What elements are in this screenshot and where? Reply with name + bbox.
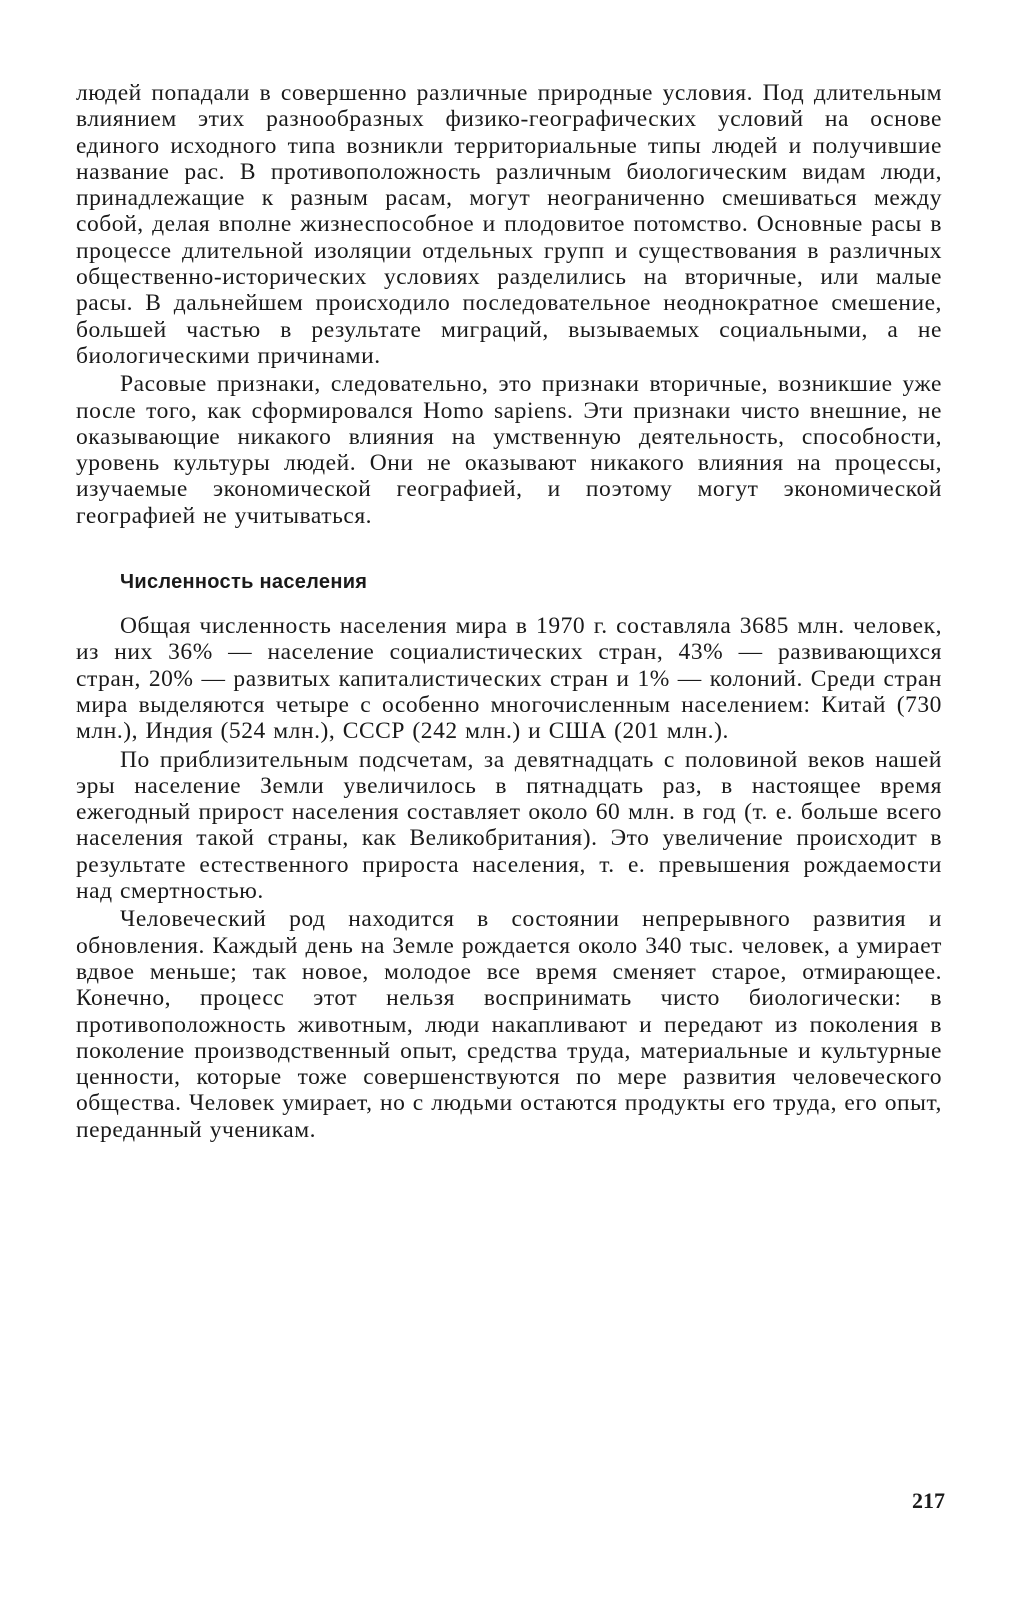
continued-paragraph: людей попадали в совершенно различные природные условия. Под длительным влиянием этих разнообразных физико-географических условий на основе единого исходного типа возникли территориальные типы людей и получившие название рас. В противоположность различным биологическим видам люди, принадлежащие к разным расам, могут неограниченно смешиваться между собой, делая вполне жизнеспособное и плодовитое потомство. Основные расы в процессе длительной изоляции отдельных групп и существования в различных общественно-исторических условиях разделились на вторичные, или малые расы. В дальнейшем происходило последовательное неоднократное смешение, большей частью в результате миграций, вызываемых социальными, а не биологическими причинами. xyxy=(76,80,942,369)
race-traits-paragraph: Расовые признаки, следовательно, это признаки вторичные, возникшие уже после того, как сформировался Homo sapiens. Эти признаки чисто внешние, не оказывающие никакого влияния на умственную деятельность, способности, уровень культуры людей. Они не оказывают никакого влияния на процессы, изучаемые экономической географией, и поэтому могут экономической географией не учитываться. xyxy=(76,371,942,529)
population-growth-paragraph: По приблизительным подсчетам, за девятнадцать с половиной веков нашей эры население Земли увеличилось в пятнадцать раз, в настоящее время ежегодный прирост населения составляет около 60 млн. в год (т. е. больше всего населения такой страны, как Великобритания). Это увеличение происходит в результате естественного прироста населения, т. е. превышения рождаемости над смертностью. xyxy=(76,746,942,905)
book-page xyxy=(76,80,942,1143)
human-renewal-paragraph: Человеческий род находится в состоянии непрерывного развития и обновления. Каждый день на Земле рождается около 340 тыс. человек, а умирает вдвое меньше; так новое, молодое все время сменяет старое, отмирающее. Конечно, процесс этот нельзя воспринимать чисто биологически: в противоположность животным, люди накапливают и передают из поколения в поколение производственный опыт, средства труда, материальные и культурные ценности, которые тоже совершенствуются по мере развития человеческого общества. Человек умирает, но с людьми остаются продукты его труда, его опыт, переданный ученикам. xyxy=(76,906,942,1143)
page-number: 217 xyxy=(912,1488,945,1513)
population-total-paragraph: Общая численность населения мира в 1970 г. составляла 3685 млн. человек, из них 36% — население социалистических стран, 43% — развивающихся стран, 20% — развитых капиталистических стран и 1% — колоний. Среди стран мира выделяются четыре с особенно многочисленным населением: Китай (730 млн.), Индия (524 млн.), СССР (242 млн.) и США (201 млн.). xyxy=(76,613,942,745)
section-heading: Численность населения xyxy=(120,571,368,594)
